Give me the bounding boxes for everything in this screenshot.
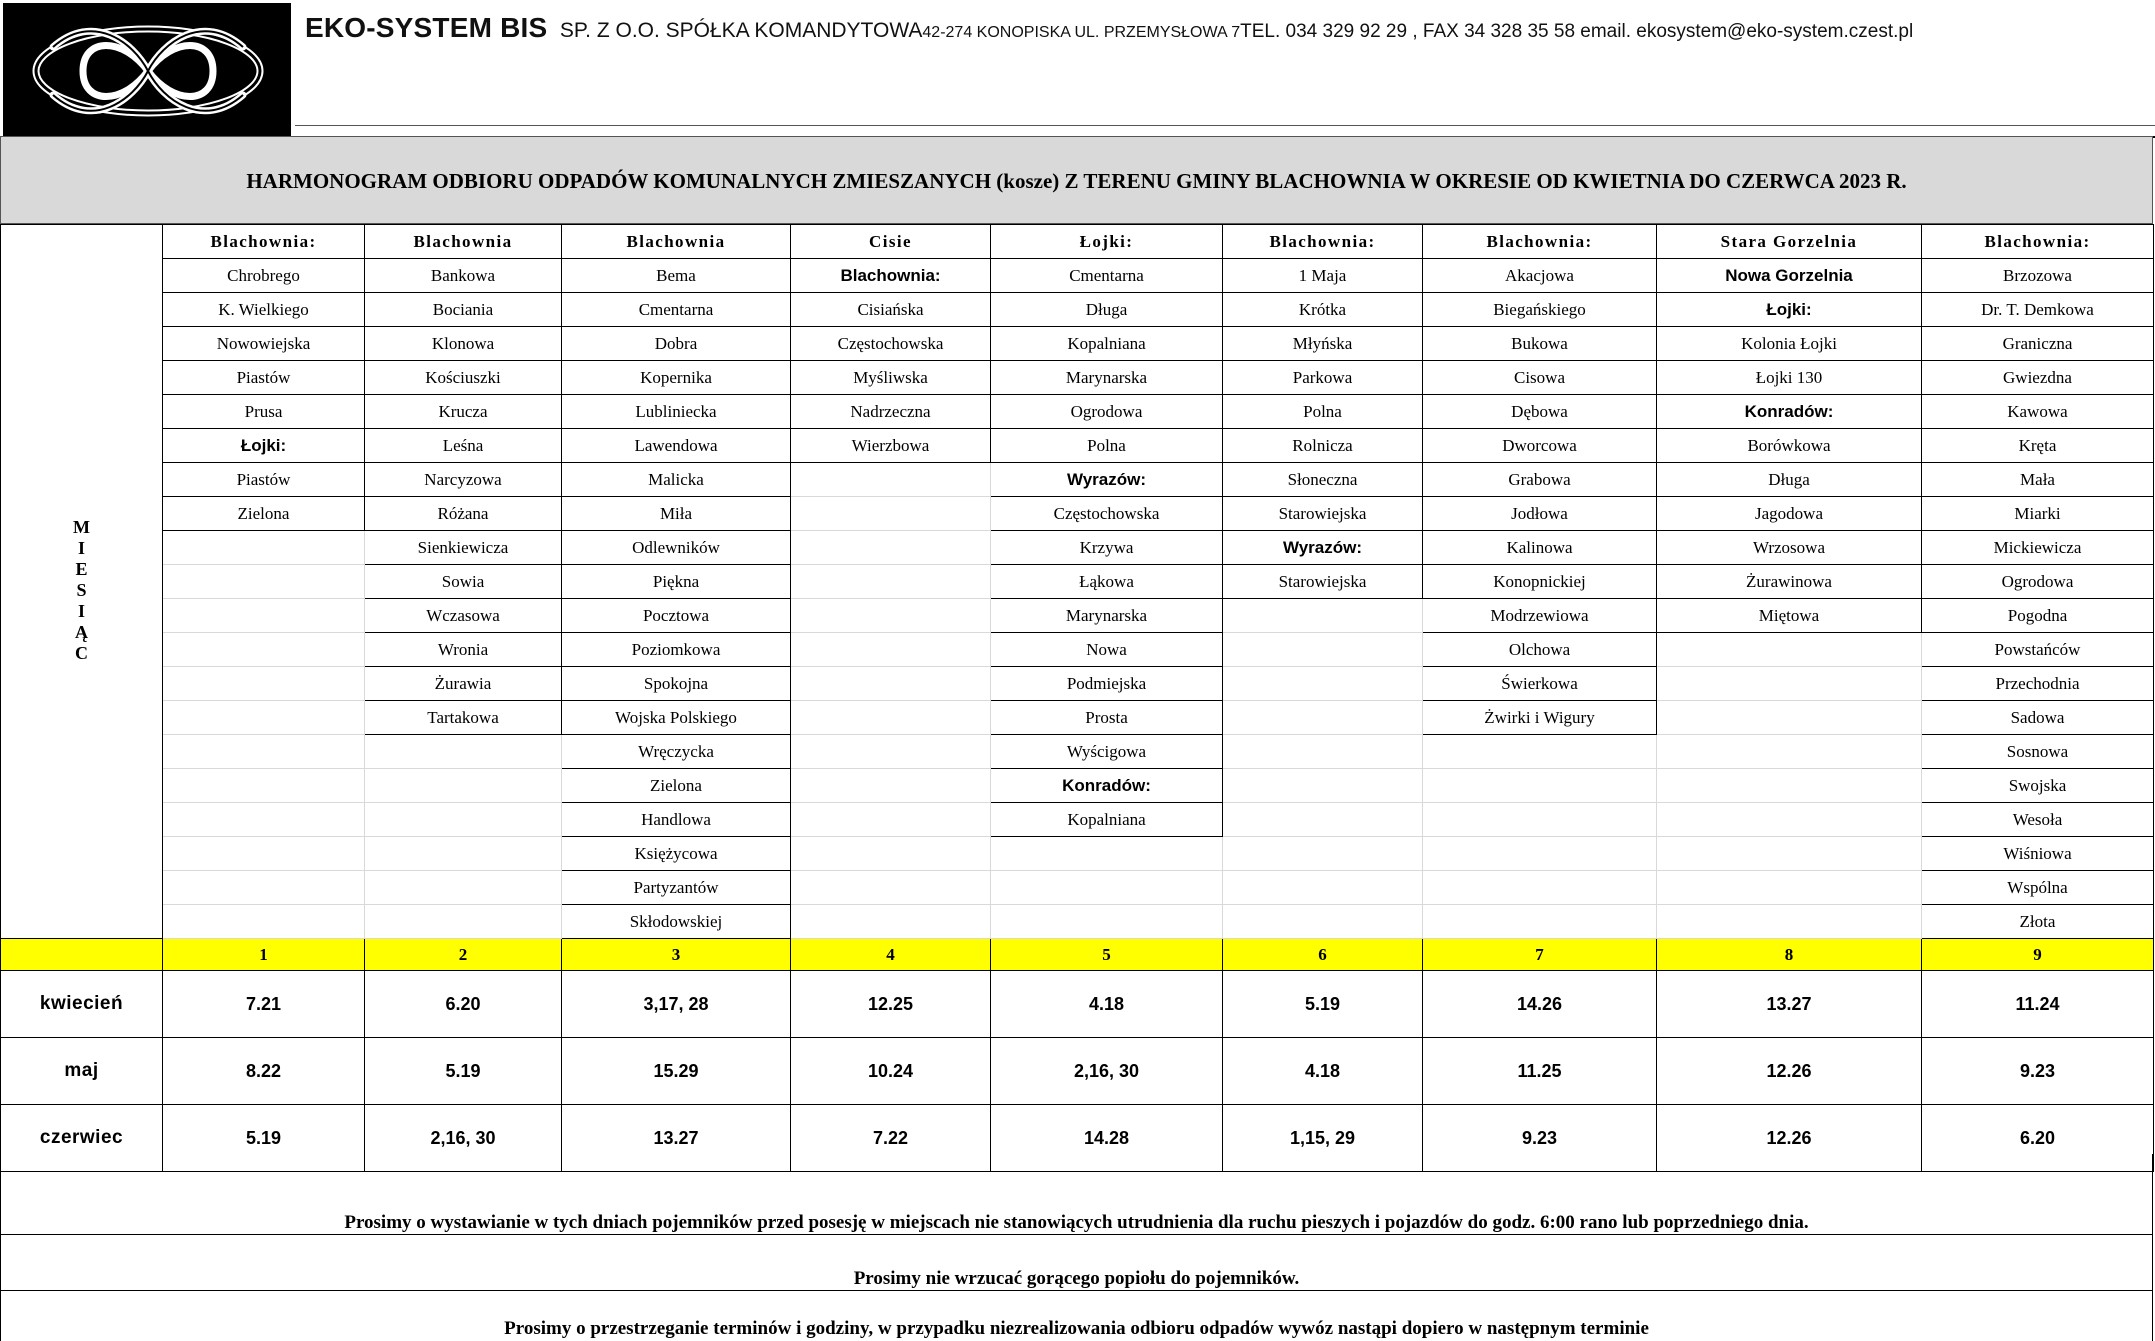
street-cell: Parkowa	[1223, 361, 1423, 395]
street-cell: Miętowa	[1657, 599, 1922, 633]
street-cell: Wspólna	[1922, 871, 2154, 905]
street-cell: Słoneczna	[1223, 463, 1423, 497]
district-header: Blachownia	[365, 225, 562, 259]
empty-cell	[1423, 735, 1657, 769]
street-cell: Cisiańska	[791, 293, 991, 327]
street-cell: Wesoła	[1922, 803, 2154, 837]
street-row	[1, 429, 2154, 463]
street-cell: Wręczycka	[562, 735, 791, 769]
month-row	[1, 971, 2154, 1038]
note-deadlines: Prosimy o przestrzeganie terminów i godziny, w przypadku niezrealizowania odbioru odpadów wywóz nastąpi dopiero w następnym terminie	[504, 1318, 1649, 1339]
empty-cell	[1223, 837, 1423, 871]
street-cell: Wyścigowa	[991, 735, 1223, 769]
month-row	[1, 1038, 2154, 1105]
collection-dates: 2,16, 30	[991, 1038, 1223, 1105]
empty-cell	[991, 837, 1223, 871]
street-cell: Kopernika	[562, 361, 791, 395]
street-row	[1, 633, 2154, 667]
street-row	[1, 837, 2154, 871]
empty-cell	[1423, 837, 1657, 871]
empty-cell	[1223, 905, 1423, 939]
empty-cell	[365, 803, 562, 837]
street-cell: Łojki 130	[1657, 361, 1922, 395]
street-cell: Powstańców	[1922, 633, 2154, 667]
empty-cell	[1657, 735, 1922, 769]
street-row	[1, 803, 2154, 837]
district-number: 8	[1657, 939, 1922, 971]
street-cell: Sowia	[365, 565, 562, 599]
empty-cell	[365, 769, 562, 803]
empty-cell	[1657, 633, 1922, 667]
collection-dates: 13.27	[1657, 971, 1922, 1038]
side-label-letter: I	[77, 538, 85, 558]
collection-dates: 7.22	[791, 1105, 991, 1172]
side-label-letter: M	[73, 517, 90, 537]
street-cell: Dobra	[562, 327, 791, 361]
street-cell: Marynarska	[991, 599, 1223, 633]
street-cell: Chrobrego	[163, 259, 365, 293]
empty-cell	[1657, 905, 1922, 939]
street-cell: Swojska	[1922, 769, 2154, 803]
street-cell: Leśna	[365, 429, 562, 463]
street-cell: Wczasowa	[365, 599, 562, 633]
empty-cell	[163, 701, 365, 735]
street-row	[1, 565, 2154, 599]
street-cell: Częstochowska	[791, 327, 991, 361]
street-cell: Długa	[991, 293, 1223, 327]
street-row	[1, 327, 2154, 361]
note-divider	[1, 1234, 2152, 1235]
street-cell: Długa	[1657, 463, 1922, 497]
locality-subheader: Konradów:	[991, 769, 1223, 803]
empty-cell	[1223, 769, 1423, 803]
street-row	[1, 361, 2154, 395]
street-cell: Kręta	[1922, 429, 2154, 463]
street-cell: Żurawia	[365, 667, 562, 701]
district-number: 3	[562, 939, 791, 971]
street-cell: Nowowiejska	[163, 327, 365, 361]
street-cell: Skłodowskiej	[562, 905, 791, 939]
street-cell: Spokojna	[562, 667, 791, 701]
street-cell: Narcyzowa	[365, 463, 562, 497]
street-cell: Graniczna	[1922, 327, 2154, 361]
street-cell: Ogrodowa	[991, 395, 1223, 429]
header-divider	[295, 125, 2155, 126]
district-header: Blachownia:	[163, 225, 365, 259]
empty-cell	[1223, 599, 1423, 633]
empty-cell	[1657, 667, 1922, 701]
street-cell: Sosnowa	[1922, 735, 2154, 769]
empty-cell	[791, 599, 991, 633]
street-cell: Kościuszki	[365, 361, 562, 395]
street-cell: Wiśniowa	[1922, 837, 2154, 871]
company-name: EKO-SYSTEM BIS	[305, 12, 548, 43]
empty-cell	[1657, 803, 1922, 837]
side-label-letter: I	[77, 601, 85, 621]
empty-cell	[163, 531, 365, 565]
district-number: 6	[1223, 939, 1423, 971]
street-cell: Wrzosowa	[1657, 531, 1922, 565]
empty-cell	[1423, 905, 1657, 939]
company-logo	[3, 3, 291, 138]
empty-cell	[365, 735, 562, 769]
district-number-row	[1, 939, 2154, 971]
collection-dates: 5.19	[365, 1038, 562, 1105]
empty-cell	[1, 939, 163, 971]
street-cell: Przechodnia	[1922, 667, 2154, 701]
notes-section	[0, 1154, 2153, 1341]
street-cell: Bankowa	[365, 259, 562, 293]
street-cell: K. Wielkiego	[163, 293, 365, 327]
collection-dates: 9.23	[1922, 1038, 2154, 1105]
street-cell: Wronia	[365, 633, 562, 667]
locality-subheader: Konradów:	[1657, 395, 1922, 429]
street-cell: Piastów	[163, 361, 365, 395]
empty-cell	[1223, 633, 1423, 667]
collection-dates: 13.27	[562, 1105, 791, 1172]
empty-cell	[791, 667, 991, 701]
empty-cell	[1223, 803, 1423, 837]
empty-cell	[791, 565, 991, 599]
street-cell: Podmiejska	[991, 667, 1223, 701]
district-header: Łojki:	[991, 225, 1223, 259]
street-row	[1, 667, 2154, 701]
locality-subheader: Wyrazów:	[1223, 531, 1423, 565]
street-cell: Kopalniana	[991, 327, 1223, 361]
street-cell: Księżycowa	[562, 837, 791, 871]
empty-cell	[791, 837, 991, 871]
side-label-letter: Ą	[75, 622, 88, 642]
street-cell: Rolnicza	[1223, 429, 1423, 463]
empty-cell	[1657, 837, 1922, 871]
empty-cell	[365, 871, 562, 905]
street-cell: Borówkowa	[1657, 429, 1922, 463]
note-divider	[1, 1290, 2152, 1291]
collection-schedule-table	[0, 224, 2154, 1172]
street-row	[1, 395, 2154, 429]
empty-cell	[163, 599, 365, 633]
locality-subheader: Nowa Gorzelnia	[1657, 259, 1922, 293]
district-number: 7	[1423, 939, 1657, 971]
collection-dates: 12.26	[1657, 1105, 1922, 1172]
collection-dates: 1,15, 29	[1223, 1105, 1423, 1172]
street-cell: Poziomkowa	[562, 633, 791, 667]
empty-cell	[1223, 701, 1423, 735]
collection-dates: 9.23	[1423, 1105, 1657, 1172]
street-cell: Prosta	[991, 701, 1223, 735]
district-header: Blachownia:	[1423, 225, 1657, 259]
empty-cell	[991, 905, 1223, 939]
street-row	[1, 259, 2154, 293]
company-address: 42-274 KONOPISKA UL. PRZEMYSŁOWA 7	[922, 24, 1241, 41]
street-cell: Piastów	[163, 463, 365, 497]
street-cell: Malicka	[562, 463, 791, 497]
collection-dates: 2,16, 30	[365, 1105, 562, 1172]
note-placement: Prosimy o wystawianie w tych dniach pojemników przed posesję w miejscach nie stanowiących utrudnienia dla ruchu pieszych i pojazdów do godz. 6:00 rano lub poprzedniego dnia.	[344, 1212, 1809, 1233]
empty-cell	[791, 803, 991, 837]
side-label-letter: S	[76, 580, 87, 600]
collection-dates: 14.26	[1423, 971, 1657, 1038]
district-header: Blachownia:	[1223, 225, 1423, 259]
street-row	[1, 463, 2154, 497]
street-cell: Zielona	[562, 769, 791, 803]
empty-cell	[791, 633, 991, 667]
street-cell: Biegańskiego	[1423, 293, 1657, 327]
street-cell: Ogrodowa	[1922, 565, 2154, 599]
street-cell: Sienkiewicza	[365, 531, 562, 565]
schedule-title: HARMONOGRAM ODBIORU ODPADÓW KOMUNALNYCH ZMIESZANYCH (kosze) Z TERENU GMINY BLACHOWNIA W OKRESIE OD KWIETNIA DO CZERWCA 2023 R.	[246, 169, 1907, 193]
street-cell: Kalinowa	[1423, 531, 1657, 565]
street-cell: Lawendowa	[562, 429, 791, 463]
street-cell: Wojska Polskiego	[562, 701, 791, 735]
empty-cell	[791, 871, 991, 905]
empty-cell	[163, 837, 365, 871]
empty-cell	[163, 871, 365, 905]
street-cell: Cmentarna	[562, 293, 791, 327]
street-row	[1, 599, 2154, 633]
empty-cell	[1657, 701, 1922, 735]
collection-dates: 4.18	[991, 971, 1223, 1038]
collection-dates: 6.20	[365, 971, 562, 1038]
empty-cell	[1223, 667, 1423, 701]
street-cell: Jagodowa	[1657, 497, 1922, 531]
district-number: 1	[163, 939, 365, 971]
street-cell: Jodłowa	[1423, 497, 1657, 531]
empty-cell	[1657, 871, 1922, 905]
collection-dates: 12.26	[1657, 1038, 1922, 1105]
street-cell: Dworcowa	[1423, 429, 1657, 463]
street-cell: Miarki	[1922, 497, 2154, 531]
street-row	[1, 769, 2154, 803]
collection-dates: 11.25	[1423, 1038, 1657, 1105]
street-cell: Brzozowa	[1922, 259, 2154, 293]
collection-dates: 6.20	[1922, 1105, 2154, 1172]
collection-dates: 10.24	[791, 1038, 991, 1105]
street-cell: Różana	[365, 497, 562, 531]
street-row	[1, 735, 2154, 769]
street-row	[1, 871, 2154, 905]
empty-cell	[791, 735, 991, 769]
street-cell: Mickiewicza	[1922, 531, 2154, 565]
title-band	[0, 136, 2153, 224]
company-info-line	[305, 12, 2145, 44]
district-number: 2	[365, 939, 562, 971]
street-cell: Starowiejska	[1223, 565, 1423, 599]
street-cell: Odlewników	[562, 531, 791, 565]
street-cell: Tartakowa	[365, 701, 562, 735]
street-cell: Prusa	[163, 395, 365, 429]
street-cell: Grabowa	[1423, 463, 1657, 497]
company-contact: TEL. 034 329 92 29 , FAX 34 328 35 58 email. ekosystem@eko-system.czest.pl	[1240, 21, 1914, 42]
street-cell: Cisowa	[1423, 361, 1657, 395]
street-cell: Gwiezdna	[1922, 361, 2154, 395]
district-header-row	[1, 225, 2154, 259]
collection-dates: 14.28	[991, 1105, 1223, 1172]
locality-subheader: Blachownia:	[791, 259, 991, 293]
street-row	[1, 701, 2154, 735]
district-header: Stara Gorzelnia	[1657, 225, 1922, 259]
empty-cell	[791, 531, 991, 565]
empty-cell	[1223, 871, 1423, 905]
collection-dates: 15.29	[562, 1038, 791, 1105]
district-number: 5	[991, 939, 1223, 971]
company-legal-form: SP. Z O.O. SPÓŁKA KOMANDYTOWA	[559, 19, 923, 42]
locality-subheader: Wyrazów:	[991, 463, 1223, 497]
street-cell: Dr. T. Demkowa	[1922, 293, 2154, 327]
empty-cell	[163, 803, 365, 837]
empty-cell	[365, 837, 562, 871]
street-cell: Kolonia Łojki	[1657, 327, 1922, 361]
street-row	[1, 531, 2154, 565]
collection-dates: 7.21	[163, 971, 365, 1038]
street-cell: Krzywa	[991, 531, 1223, 565]
collection-dates: 5.19	[163, 1105, 365, 1172]
empty-cell	[791, 905, 991, 939]
empty-cell	[791, 769, 991, 803]
street-cell: Miła	[562, 497, 791, 531]
street-cell: Kopalniana	[991, 803, 1223, 837]
district-header: Blachownia:	[1922, 225, 2154, 259]
empty-cell	[991, 871, 1223, 905]
street-cell: Młyńska	[1223, 327, 1423, 361]
collection-dates: 4.18	[1223, 1038, 1423, 1105]
empty-cell	[163, 905, 365, 939]
empty-cell	[1657, 769, 1922, 803]
street-cell: Sadowa	[1922, 701, 2154, 735]
street-cell: Bociania	[365, 293, 562, 327]
street-cell: Handlowa	[562, 803, 791, 837]
street-cell: Częstochowska	[991, 497, 1223, 531]
empty-cell	[163, 735, 365, 769]
note-hot-ash: Prosimy nie wrzucać gorącego popiołu do pojemników.	[853, 1268, 1300, 1289]
collection-dates: 11.24	[1922, 971, 2154, 1038]
district-number: 4	[791, 939, 991, 971]
street-row	[1, 905, 2154, 939]
district-header: Blachownia	[562, 225, 791, 259]
street-cell: Nowa	[991, 633, 1223, 667]
empty-cell	[1223, 735, 1423, 769]
empty-cell	[1423, 803, 1657, 837]
street-cell: Mała	[1922, 463, 2154, 497]
street-cell: Pocztowa	[562, 599, 791, 633]
street-cell: 1 Maja	[1223, 259, 1423, 293]
street-cell: Partyzantów	[562, 871, 791, 905]
street-cell: Modrzewiowa	[1423, 599, 1657, 633]
month-name: czerwiec	[1, 1105, 163, 1172]
street-cell: Lubliniecka	[562, 395, 791, 429]
locality-subheader: Łojki:	[163, 429, 365, 463]
street-cell: Bukowa	[1423, 327, 1657, 361]
street-row	[1, 497, 2154, 531]
empty-cell	[163, 633, 365, 667]
district-number: 9	[1922, 939, 2154, 971]
street-cell: Pogodna	[1922, 599, 2154, 633]
street-cell: Olchowa	[1423, 633, 1657, 667]
street-cell: Krótka	[1223, 293, 1423, 327]
side-label-letter: E	[75, 559, 88, 579]
street-cell: Konopnickiej	[1423, 565, 1657, 599]
street-cell: Polna	[991, 429, 1223, 463]
empty-cell	[163, 565, 365, 599]
street-cell: Świerkowa	[1423, 667, 1657, 701]
street-cell: Żurawinowa	[1657, 565, 1922, 599]
month-name: maj	[1, 1038, 163, 1105]
month-name: kwiecień	[1, 971, 163, 1038]
empty-cell	[791, 701, 991, 735]
collection-dates: 5.19	[1223, 971, 1423, 1038]
street-cell: Polna	[1223, 395, 1423, 429]
street-cell: Starowiejska	[1223, 497, 1423, 531]
street-cell: Cmentarna	[991, 259, 1223, 293]
street-cell: Wierzbowa	[791, 429, 991, 463]
street-cell: Żwirki i Wigury	[1423, 701, 1657, 735]
street-cell: Złota	[1922, 905, 2154, 939]
month-side-label	[1, 225, 163, 939]
collection-dates: 12.25	[791, 971, 991, 1038]
side-label-letter: C	[75, 643, 88, 663]
empty-cell	[1423, 769, 1657, 803]
street-cell: Marynarska	[991, 361, 1223, 395]
district-header: Cisie	[791, 225, 991, 259]
empty-cell	[791, 497, 991, 531]
street-cell: Zielona	[163, 497, 365, 531]
street-cell: Dębowa	[1423, 395, 1657, 429]
empty-cell	[163, 769, 365, 803]
letterhead	[0, 0, 2155, 138]
street-cell: Krucza	[365, 395, 562, 429]
empty-cell	[791, 463, 991, 497]
collection-dates: 3,17, 28	[562, 971, 791, 1038]
street-cell: Łąkowa	[991, 565, 1223, 599]
street-row	[1, 293, 2154, 327]
locality-subheader: Łojki:	[1657, 293, 1922, 327]
empty-cell	[1423, 871, 1657, 905]
street-cell: Myśliwska	[791, 361, 991, 395]
street-cell: Klonowa	[365, 327, 562, 361]
street-cell: Piękna	[562, 565, 791, 599]
empty-cell	[163, 667, 365, 701]
street-cell: Nadrzeczna	[791, 395, 991, 429]
street-cell: Kawowa	[1922, 395, 2154, 429]
street-cell: Akacjowa	[1423, 259, 1657, 293]
empty-cell	[365, 905, 562, 939]
street-cell: Bema	[562, 259, 791, 293]
knot-emblem-icon	[23, 17, 273, 125]
collection-dates: 8.22	[163, 1038, 365, 1105]
